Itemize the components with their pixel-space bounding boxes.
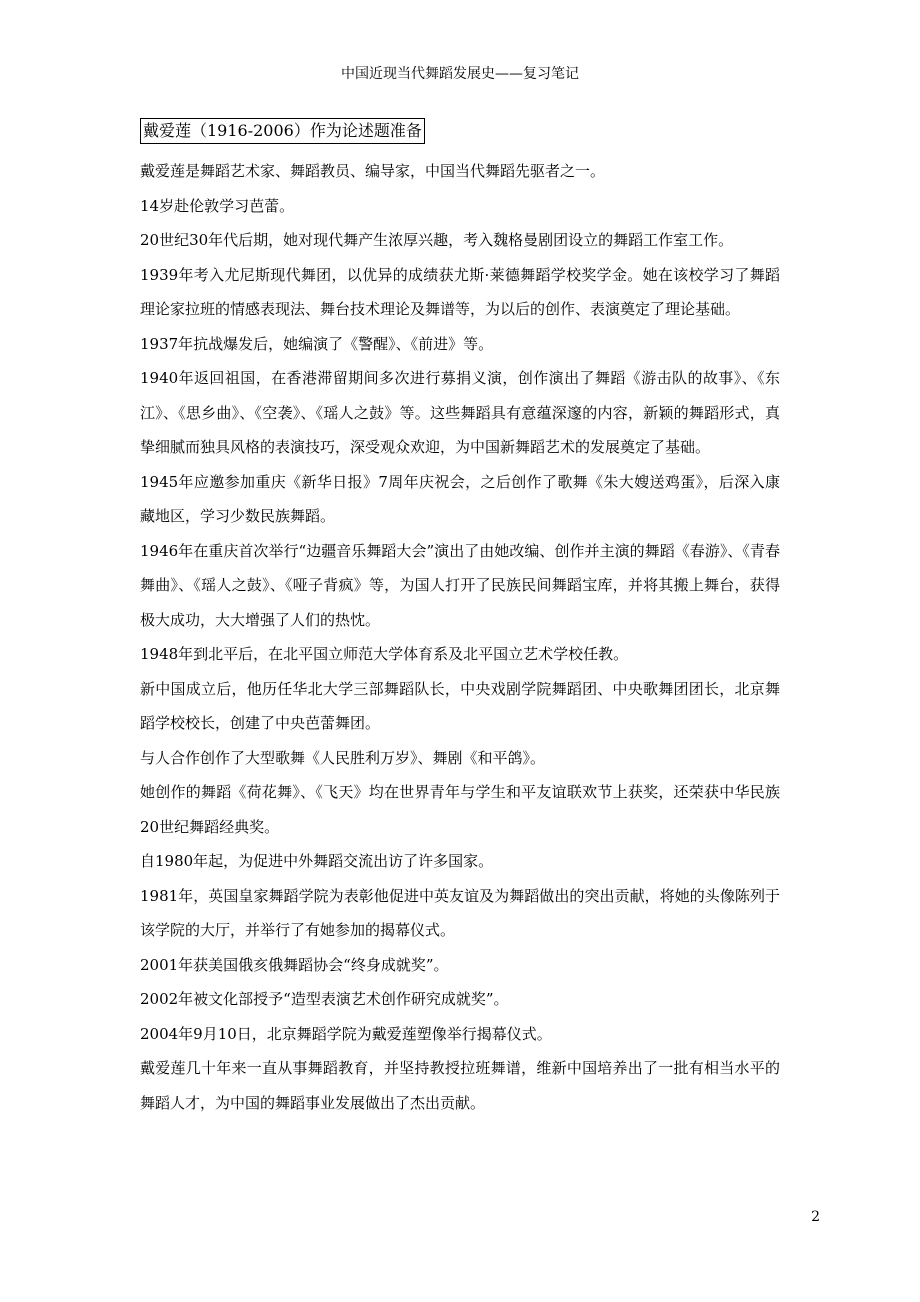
paragraph: 戴爱莲是舞蹈艺术家、舞蹈教员、编导家，中国当代舞蹈先驱者之一。 (140, 162, 606, 180)
paragraph: 1946年在重庆首次举行“边疆音乐舞蹈大会”演出了由她改编、创作并主演的舞蹈《春游》、《青春舞曲》、《瑶人之鼓》、《哑子背疯》等，为国人打开了民族民间舞蹈宝库，并将其搬上舞台，获得极大成功，大大增强了人们的热忱。 (140, 541, 780, 629)
paragraph: 2004年9月10日，北京舞蹈学院为戴爱莲塑像举行揭幕仪式。 (140, 1024, 552, 1043)
paragraph: 新中国成立后，他历任华北大学三部舞蹈队长，中央戏剧学院舞蹈团、中央歌舞团团长，北京舞蹈学校校长，创建了中央芭蕾舞团。 (140, 679, 780, 732)
paragraph: 自1980年起，为促进中外舞蹈交流出访了许多国家。 (140, 852, 494, 870)
paragraph: 2001年获美国俄亥俄舞蹈协会“终身成就奖”。 (140, 955, 449, 974)
section-heading: 戴爱莲（1916-2006）作为论述题准备 (140, 118, 425, 144)
paragraph: 1937年抗战爆发后，她编演了《警醒》、《前进》等。 (140, 334, 494, 353)
page-header: 中国近现当代舞蹈发展史——复习笔记 (341, 66, 579, 82)
document-body (140, 118, 780, 1120)
paragraph: 1939年考入尤尼斯现代舞团，以优异的成绩获尤斯·莱德舞蹈学校奖学金。她在该校学习了舞蹈理论家拉班的情感表现法、舞台技术理论及舞谱等，为以后的创作、表演奠定了理论基础。 (140, 265, 780, 318)
paragraph: 她创作的舞蹈《荷花舞》、《飞天》均在世界青年与学生和平友谊联欢节上获奖，还荣获中华民族20世纪舞蹈经典奖。 (140, 783, 780, 836)
paragraph: 1945年应邀参加重庆《新华日报》7周年庆祝会，之后创作了歌舞《朱大嫂送鸡蛋》，后深入康藏地区，学习少数民族舞蹈。 (140, 472, 780, 525)
paragraph: 戴爱莲几十年来一直从事舞蹈教育，并坚持教授拉班舞谱，维新中国培养出了一批有相当水平的舞蹈人才，为中国的舞蹈事业发展做出了杰出贡献。 (140, 1059, 780, 1112)
paragraph: 14岁赴伦敦学习芭蕾。 (140, 196, 295, 215)
paragraph: 1948年到北平后，在北平国立师范大学体育系及北平国立艺术学校任教。 (140, 645, 629, 663)
paragraph: 与人合作创作了大型歌舞《人民胜利万岁》、舞剧《和平鸽》。 (140, 748, 546, 767)
paragraph: 20世纪30年代后期，她对现代舞产生浓厚兴趣，考入魏格曼剧团设立的舞蹈工作室工作。 (140, 231, 734, 249)
paragraph: 1940年返回祖国，在香港滞留期间多次进行募捐义演，创作演出了舞蹈《游击队的故事》、《东江》、《思乡曲》、《空袭》、《瑶人之鼓》等。这些舞蹈具有意蕴深邃的内容，新颖的舞蹈形式，真挚细腻而独具风格的表演技巧，深受观众欢迎，为中国新舞蹈艺术的发展奠定了基础。 (140, 369, 780, 456)
paragraph: 2002年被文化部授予“造型表演艺术创作研究成就奖”。 (140, 990, 509, 1008)
paragraph: 1981年，英国皇家舞蹈学院为表彰他促进中英友谊及为舞蹈做出的突出贡献，将她的头像陈列于该学院的大厅，并举行了有她参加的揭幕仪式。 (140, 886, 780, 939)
page-number: 2 (811, 1209, 820, 1225)
